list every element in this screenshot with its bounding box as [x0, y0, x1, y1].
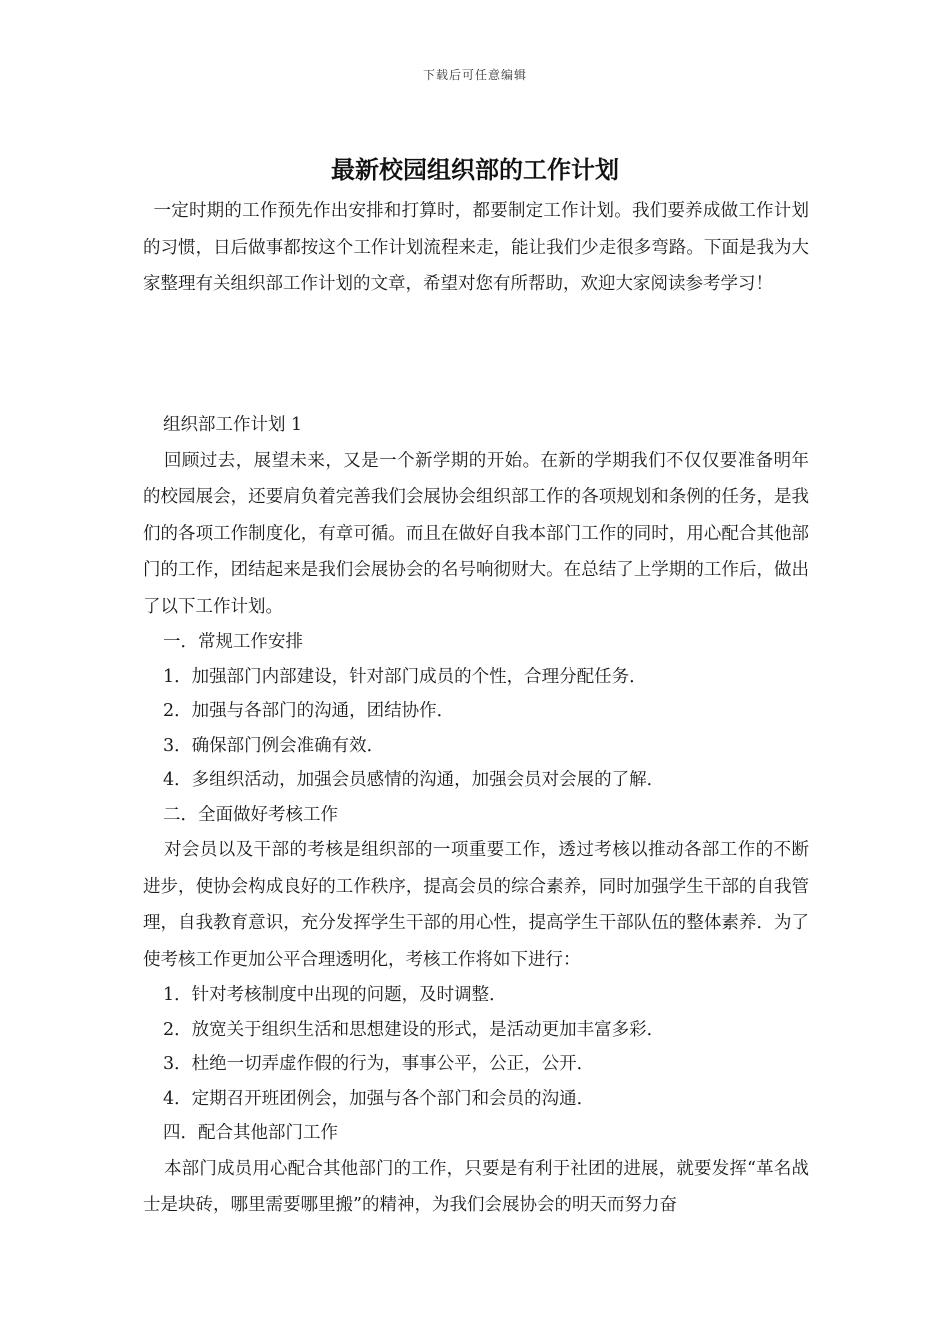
section1-item: 1．加强部门内部建设，针对部门成员的个性，合理分配任务． — [163, 666, 647, 687]
intro-block — [143, 193, 809, 303]
section2-item: 4．定期召开班团例会，加强与各个部门和会员的沟通． — [163, 1088, 595, 1109]
section2-paragraph: 对会员以及干部的考核是组织部的一项重要工作，透过考核以推动各部工作的不断进步，使协会构成良好的工作秩序，提高会员的综合素养，同时加强学生干部的自我管理，自我教育意识，充分发挥学生干部的用心性，提高学生干部队伍的整体素养．为了使考核工作更加公平合理透明化，考核工作将如下进行： — [143, 840, 809, 970]
section1-item: 2．加强与各部门的沟通，团结协作． — [163, 701, 455, 721]
document-title: 最新校园组织部的工作计划 — [331, 155, 619, 184]
section1-item: 4．多组织活动，加强会员感情的沟通，加强会员对会展的了解． — [163, 770, 665, 790]
section1-item: 3．确保部门例会准确有效． — [163, 735, 385, 756]
section2-item: 3．杜绝一切弄虚作假的行为，事事公平，公正，公开． — [163, 1054, 595, 1074]
section2-item: 1．针对考核制度中出现的问题，及时调整． — [163, 985, 507, 1005]
plan-intro-paragraph: 回顾过去，展望未来，又是一个新学期的开始。在新的学期我们不仅仅要准备明年的校园展会，还要肩负着完善我们会展协会组织部工作的各项规划和条例的任务，是我们的各项工作制度化，有章可循。而且在做好自我本部门工作的同时，用心配合其他部门的工作，团结起来是我们会展协会的名号响彻财大。在总结了上学期的工作后，做出了以下工作计划。 — [143, 450, 809, 617]
section2-heading: 二．全面做好考核工作 — [163, 804, 338, 825]
header-note: 下载后可任意编辑 — [422, 68, 527, 82]
section1-heading: 一．常规工作安排 — [163, 632, 303, 652]
intro-paragraph: 一定时期的工作预先作出安排和打算时，都要制定工作计划。我们要养成做工作计划的习惯，日后做事都按这个工作计划流程来走，能让我们少走很多弯路。下面是我为大家整理有关组织部工作计划的文章，希望对您有所帮助，欢迎大家阅读参考学习！ — [143, 201, 809, 294]
plan-block — [143, 408, 809, 1224]
section4-paragraph: 本部门成员用心配合其他部门的工作，只要是有利于社团的进展，就要发挥“革名战士是块砖，哪里需要哪里搬”的精神，为我们会展协会的明天而努力奋 — [143, 1158, 809, 1215]
plan-heading: 组织部工作计划 1 — [163, 415, 303, 435]
section4-heading: 四．配合其他部门工作 — [163, 1123, 338, 1143]
section2-item: 2．放宽关于组织生活和思想建设的形式，是活动更加丰富多彩． — [163, 1019, 665, 1040]
